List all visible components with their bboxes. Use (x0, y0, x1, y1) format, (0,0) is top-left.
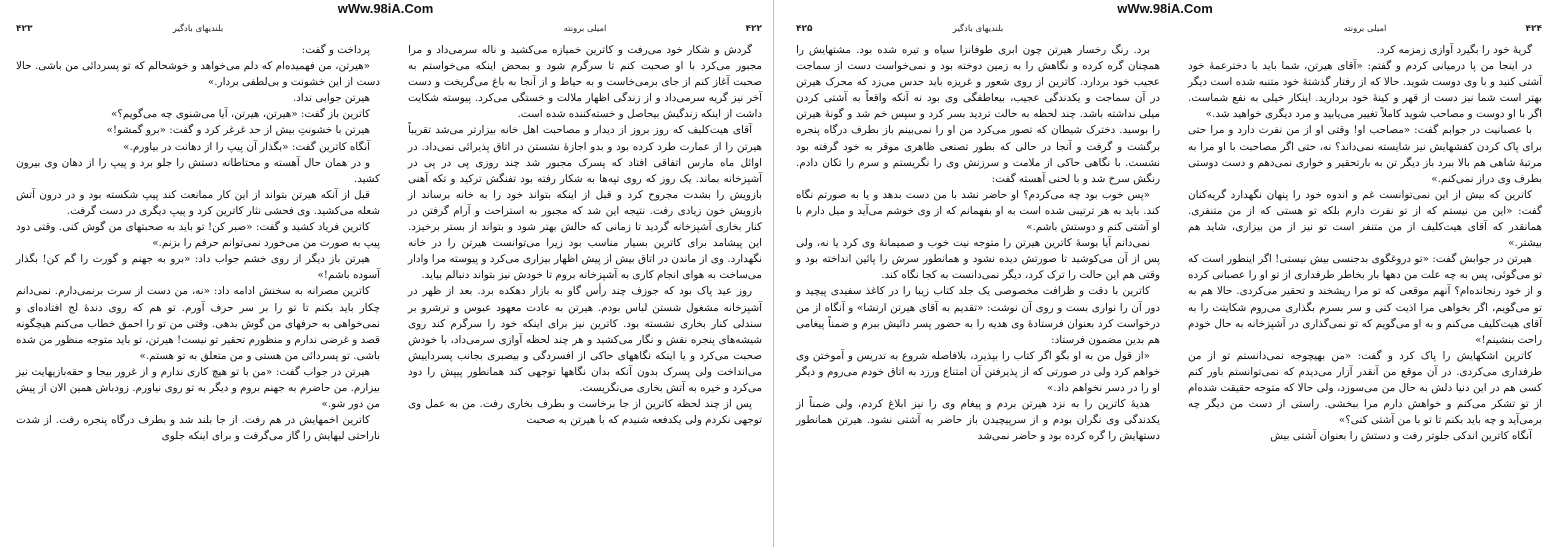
page-number: ۴۲۴ (1525, 24, 1542, 34)
page-body (408, 42, 762, 428)
paragraph: کاترین با دقت و ظرافت مخصوصی یک جلد کتاب زیبا را در کاغذ سفیدی پیچید و دور آن را نواری بست و روی آن نوشت: «تقدیم به آقای هیرتن ارنشا» و آنگاه از من درخواست کرد بعنوان فرستادهٔ وی هدیه را به حضور پسر دائیش ببرم و ضمناً پیغامی هم بدین مضمون فرستاد: (796, 285, 1160, 346)
page-header (12, 22, 384, 38)
page-number: ۴۲۵ (796, 24, 813, 34)
paragraph: کاترین اشکهایش را پاک کرد و گفت: «من بهیچوجه نمی‌دانستم تو از من طرفداری می‌کردی. در آن موقع من آنقدر آزار می‌دیدم که نمی‌توانستم باور کنم کسی هم در این دنیا دلش به حال من می‌سوزد، ولی حالا که متوجه حقیقت شده‌ام از تو تشکر می‌کنم و خواهش دارم مرا ببخشی. راستی از دست من دیگر چه برمی‌آید و چه باید بکنم تا تو با من آشتی کنی؟» (1188, 349, 1542, 427)
page-right (404, 22, 766, 547)
page-right (1184, 22, 1546, 547)
paragraph: پس از چند لحظه کاترین از جا برخاست و بطرف بخاری رفت. من به عمل وی توجهی نکردم ولی یکدفعه شنیدم که با هیرتن به صحبت (408, 398, 762, 427)
paragraph: «پس خوب بود چه می‌کردم؟ او حاضر نشد با من دست بدهد و یا به صورتم نگاه کند. باید به هر ترتیبی شده است به او بفهمانم که از وی خوشم می‌آید و میل دارم با او آشتی کنم و دوستش باشم.» (796, 188, 1160, 234)
paragraph: در اینجا من پا درمیانی کردم و گفتم: «آقای هیرتن، شما باید با دخترعمهٔ خود آشتی کنید و با وی دوست شوید. حالا که از رفتار گذشتهٔ خود متنبه شده است دیگر بهتر است شما نیز دست از قهر و کینهٔ خود بردارید. اینکار خیلی به نفع شماست. اگر با او دوست و مصاحب شوید کاملاً تغییر می‌یابید و مرد دیگری خواهید شد.» (1188, 60, 1542, 121)
running-title: بلندیهای بادگیر (172, 24, 224, 34)
page-number: ۴۲۳ (16, 24, 33, 34)
page-body (1188, 42, 1542, 444)
spread-divider (773, 0, 774, 547)
paragraph: هیرتن جوابی نداد. (292, 92, 370, 105)
page-body (796, 42, 1160, 444)
site-watermark: wWw.98iA.Com (1117, 1, 1213, 16)
paragraph: هیرتن با خشونتِ بیش از حد غرغر کرد و گفت: «برو گمشو!» (106, 124, 370, 137)
page-header (792, 22, 1164, 38)
paragraph: هیرتن در جواب گفت: «من با تو هیچ کاری ندارم و از غرور بیجا و حقه‌بازیهایت نیز بیزارم. من حاضرم به جهنم بروم و دیگر به تو روی نیاورم. زودباش همین الان از پیش من دور شو.» (16, 365, 380, 411)
paragraph: کاترین فریاد کشید و گفت: «صبر کن! تو باید به صحبتهای من گوش کنی. وقتی دود پیپ به صورت من می‌خورد نمی‌توانم حرفم را بزنم.» (16, 221, 380, 250)
paragraph: آنگاه کاترین اندکی جلوتر رفت و دستش را بعنوان آشتی بیش (1270, 430, 1532, 443)
paragraph: نمی‌دانم آیا بوسهٔ کاترین هیرتن را متوجه نیت خوب و صمیمانهٔ وی کرد یا نه، ولی پس از آن می‌کوشید تا صورتش دیده نشود و همانطور سرش را پائین انداخته بود و وقتی هم این حالت را ترک کرد، دیگر نمی‌دانست به کجا نگاه کند. (796, 237, 1160, 282)
site-watermark: wWw.98iA.Com (337, 1, 434, 16)
running-title: امیلی برونته (1343, 24, 1387, 34)
spread-2 (780, 0, 1550, 547)
paragraph: «از قول من به او بگو اگر کتاب را بپذیرد، بلافاصله شروع به تدریس و آموختن وی خواهم کرد ولی در صورتی که از پذیرفتن آن امتناع ورزد به اتاق خودم می‌روم و دیگر او را در دسر نخواهم داد.» (796, 349, 1160, 394)
paragraph: کاترین که بیش از این نمی‌توانست غم و اندوه خود را پنهان نگهدارد گریه‌کنان گفت: «این من نیستم که از تو نفرت دارم بلکه تو هستی که از من متنفری. همانقدر که آقای هیت‌کلیف از من متنفر است تو نیز از من بیزاری، شاید هم بیشتر.» (1188, 188, 1542, 250)
paragraph: قبل از آنکه هیرتن بتواند از این کار ممانعت کند پیپ شکسته بود و در درون آتش شعله می‌کشید. وی فحشی نثار کاترین کرد و پیپ دیگری در دست گرفت. (16, 188, 380, 217)
page-body (16, 42, 380, 444)
paragraph: پرداخت و گفت: (301, 44, 370, 56)
paragraph: آقای هیت‌کلیف که روز بروز از دیدار و مصاحبت اهل خانه بیزارتر می‌شد تقریباً هیرتن را از عمارت طرد کرده بود و بدو اجازهٔ نشستن در اتاق پذیرائی نمی‌داد. در اوائل ماه مارس اتفاقی افتاد که پسرک مجبور شد چند روزی پی در پی در آشپزخانه بماند. یک روز که روی تپه‌ها به شکار رفته بود تفنگش ترکید و تکه آهنی بازویش را بشدت مجروح کرد و قبل از اینکه بتواند خود را به خانه برساند از بازویش خون زیادی رفت. نتیجه این شد که مجبور به استراحت و آرام گرفتن در کنار بخاری آشپزخانه گردید تا زمانی که حالش بهتر شود و بتواند از بستر برخیزد. این پیشامد برای کاترین بسیار مناسب بود زیرا می‌توانست هیرتن را در خانه نگهدارد. وی از ماندن در اتاق بیش از پیش اظهار بیزاری می‌کرد و پیوسته مرا وادار می‌ساخت به هوای انجام کاری به آشپزخانه بروم تا خودش نیز بتواند دنبالم بیاید. (408, 124, 762, 282)
paragraph: آنگاه کاترین گفت: «بگذار آن پیپ را از دهانت در بیاورم.» (123, 140, 370, 153)
running-title: امیلی برونته (563, 24, 607, 34)
paragraph: هیرتن در جوابش گفت: «تو دروغگوی بدجنسی بیش نیستی! اگر اینطور است که تو می‌گوئی، پس به چه علت من دهها بار بخاطر طرفداری از تو او را عصبانی کرده و از خود رنجانده‌ام؟ آنهم موقعی که تو مرا ریشخند و تحقیر می‌کردی. حالا هم به تو می‌گویم، اگر بخواهی مرا اذیت کنی و سر بسرم بگذاری می‌روم شکایتت را به آقای هیت‌کلیف می‌کنم و به او می‌گویم که تو نمی‌گذاری در آشپزخانه به حال خودم راحت بنشینم!» (1188, 253, 1542, 346)
paragraph: گردش و شکار خود می‌رفت و کاترین خمیازه می‌کشید و ناله سرمی‌داد و مرا مجبور می‌کرد با او صحبت کنم تا سرگرم شود و بمحض اینکه می‌خواستم به صحبت آغاز کنم از جای برمی‌خاست و به حیاط و از آنجا به باغ می‌گریخت و دست آخر نیز گریه سرمی‌داد و از زندگی اظهار ملالت و خستگی می‌کرد. پیوسته شکایت داشت از اینکه زندگیش بیحاصل و خسته‌کننده شده است. (408, 44, 762, 121)
page-header (404, 22, 766, 38)
paragraph: کاترین اخمهایش در هم رفت. از جا بلند شد و بطرف درگاه پنجره رفت. از شدت ناراحتی لبهایش را گاز می‌گرفت و برای اینکه جلوی (16, 414, 380, 443)
paragraph: «هیرتن، من فهمیده‌ام که دلم می‌خواهد و خوشحالم که تو پسردائی من باشی. حالا دست از این خشونت و بی‌لطفی بردار.» (16, 60, 380, 89)
paragraph: گریهٔ خود را بگیرد آوازی زمزمه کرد. (1376, 44, 1532, 56)
page-left (12, 22, 384, 547)
paragraph: برد. رنگ رخسار هیرتن چون ابری طوفانزا سیاه و تیره شده بود. مشتهایش را همچنان گره کرده و نگاهش را به زمین دوخته بود و نمی‌خواست دست از سماجت عجیب خود بردارد. کاترین از روی شعور و غریزه باید حدس می‌زد که محرک هیرتن در آن سماجت و یکدندگی عجیب، بیعاطفگی وی بود نه آنکه واقعاً به آشتی کردن میلی نداشته باشد. چند لحظه به حالت تردید بسر کرد و سپس خم شد و گونهٔ هیرتن را بوسید. دخترک شیطان که تصور می‌کرد من او را نمی‌بینم باز بطرف درگاه پنجره برگشت و گرفت و آنجا در حالی که بطور تصنعی ظاهری موقر به خود گرفته بود نشست. با نگاهی حاکی از ملامت و سرزنش وی را نگریستم و سرم را تکان دادم. رنگش سرخ شد و با لحنی آهسته گفت: (796, 44, 1160, 185)
spread-1 (0, 0, 771, 547)
paragraph: هدیهٔ کاترین را به نزد هیرتن بردم و پیغام وی را نیز ابلاغ کردم، ولی ضمناً از یکدندگی وی نگران بودم و از سرپیچیدن باز حاضر به آشتی نشود. هیرتن همانطور دستهایش را گره کرده بود و حاضر نمی‌شد (796, 398, 1160, 443)
page-header (1184, 22, 1546, 38)
paragraph: با عصبانیت در جوابم گفت: «مصاحب او! وقتی او از من نفرت دارد و مرا حتی برای پاک کردن کفشهایش نیز شایسته نمی‌داند؟ نه، حتی اگر مصاحبت با او مرا به مرتبهٔ شاهی هم بالا ببرد باز دیگر تن به بارتحقیر و خواری نمی‌دهم و دست دوستی بطرف وی دراز نمی‌کنم.» (1188, 124, 1542, 185)
page-number: ۴۲۲ (745, 24, 762, 34)
paragraph: کاترین مصرانه به سخنش ادامه داد: «نه، من دست از سرت برنمی‌دارم. نمی‌دانم چکار باید بکنم تا تو را بر سر حرف آورم. تو هم که روی دندهٔ لج افتاده‌ای و نمی‌خواهی به حرفهای من گوش بدهی. وقتی من تو را احمق خطاب می‌کنم هیچگونه قصد و غرضی ندارم و منظورم تحقیر تو نیست! هیرتن، تو باید متوجه منظور من شده باشی. تو پسردائی من هستی و من متعلق به تو هستم.» (16, 285, 380, 362)
running-title: بلندیهای بادگیر (952, 24, 1004, 34)
paragraph: هیرتن باز دیگر از روی خشم جواب داد: «برو به جهنم و گورت را گم کن! بگذار آسوده باشم!» (16, 253, 380, 282)
paragraph: روز عید پاک بود که جوزف چند رأس گاو به بازار دهکده برد. بعد از ظهر در آشپزخانه مشغول شستن لباس بودم. هیرتن به عادت معهود عبوس و ترشرو بر سندلی کنار بخاری نشسته بود. کاترین نیز برای اینکه خود را سرگرم کند روی شیشه‌های پنجره نقش و نگار می‌کشید و هر چند لحظه آوازی سرمی‌داد، با خودش صحبت می‌کرد و یا اینکه نگاههای حاکی از افسردگی و بیصبری بجانب پسرداییش می‌انداخت ولی پسرک بدون آنکه بدان نگاهها توجهی کند همانطور پیپش را دود می‌کرد و خیره به آتش بخاری می‌نگریست. (408, 285, 762, 394)
page-left (792, 22, 1164, 547)
paragraph: کاترین باز گفت: «هیرتن، هیرتن، آیا می‌شنوی چه می‌گویم؟» (110, 108, 370, 121)
paragraph: و در همان حال آهسته و محتاطانه دستش را جلو برد و پیپ را از دهان وی بیرون کشید. (16, 156, 380, 185)
